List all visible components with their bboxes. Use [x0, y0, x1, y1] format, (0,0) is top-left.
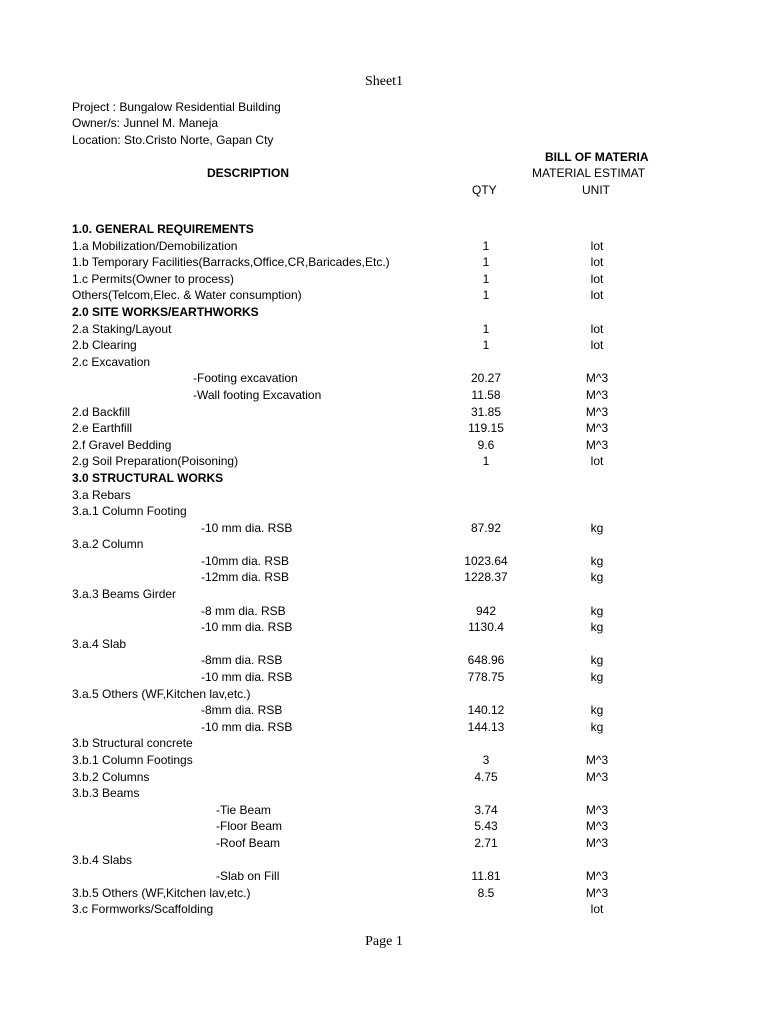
qty-cell: 11.81	[471, 869, 501, 884]
description-cell: -10 mm dia. RSB	[201, 670, 293, 685]
materials-table	[0, 214, 660, 919]
table-row	[0, 438, 660, 455]
unit-cell: lot	[590, 321, 604, 336]
description-cell: 2.a Staking/Layout	[72, 321, 172, 336]
unit-cell: M^3	[585, 819, 609, 834]
description-cell: -10 mm dia. RSB	[201, 719, 293, 734]
table-row	[0, 886, 660, 903]
qty-cell: 3	[482, 753, 490, 767]
table-row	[0, 836, 660, 853]
description-cell: -8 mm dia. RSB	[201, 603, 286, 618]
table-row	[0, 736, 660, 753]
table-row	[0, 770, 660, 787]
bill-of-materials-title: BILL OF MATERIA	[545, 150, 649, 164]
table-row	[0, 322, 660, 339]
table-row	[0, 753, 660, 770]
table-row	[0, 620, 660, 637]
unit-cell: lot	[590, 271, 604, 286]
table-row	[0, 587, 660, 604]
qty-cell: 31.85	[470, 404, 502, 419]
unit-cell: kg	[590, 703, 604, 718]
qty-cell: 1023.64	[464, 553, 508, 568]
description-cell: 3.a.3 Beams Girder	[72, 587, 177, 602]
description-cell: 2.0 SITE WORKS/EARTHWORKS	[72, 304, 259, 319]
description-cell: 3.b.4 Slabs	[72, 852, 133, 867]
table-row	[0, 570, 660, 587]
qty-cell: 140.12	[467, 703, 505, 718]
table-row	[0, 819, 660, 836]
description-cell: 2.b Clearing	[72, 338, 137, 353]
table-row	[0, 405, 660, 422]
description-cell: 1.a Mobilization/Demobilization	[72, 238, 238, 253]
description-cell: 3.a Rebars	[72, 487, 131, 502]
table-row	[0, 786, 660, 803]
description-cell: 1.c Permits(Owner to process)	[72, 271, 235, 286]
description-cell: 3.0 STRUCTURAL WORKS	[72, 470, 224, 485]
owner-line: Owner/s: Junnel M. Maneja	[72, 116, 219, 130]
qty-cell: 8.5	[477, 885, 495, 900]
unit-cell: M^3	[585, 387, 609, 402]
qty-cell: 778.75	[467, 670, 505, 685]
unit-cell: lot	[590, 338, 604, 353]
description-cell: -12mm dia. RSB	[201, 570, 290, 585]
unit-cell: kg	[590, 570, 604, 585]
qty-cell: 3.74	[474, 802, 498, 817]
table-row	[0, 454, 660, 471]
unit-cell: kg	[590, 553, 604, 568]
qty-cell: 942	[475, 603, 497, 618]
table-row	[0, 554, 660, 571]
unit-cell: lot	[590, 454, 604, 469]
qty-cell: 1	[482, 288, 490, 303]
description-cell: 2.g Soil Preparation(Poisoning)	[72, 454, 239, 469]
table-row	[0, 703, 660, 720]
unit-cell: M^3	[585, 437, 609, 452]
unit-cell: kg	[590, 603, 604, 618]
unit-cell: M^3	[585, 404, 609, 419]
description-cell: 3.a.4 Slab	[72, 636, 127, 651]
qty-column-header: QTY	[472, 183, 497, 197]
description-cell: -Floor Beam	[216, 819, 283, 834]
qty-cell: 4.75	[474, 769, 498, 784]
table-row	[0, 421, 660, 438]
qty-cell: 2.71	[474, 835, 498, 850]
qty-cell: 1	[482, 238, 490, 253]
qty-cell: 144.13	[467, 719, 505, 734]
table-row	[0, 637, 660, 654]
description-cell: -Roof Beam	[216, 835, 281, 850]
unit-cell: M^3	[585, 802, 609, 817]
table-row	[0, 272, 660, 289]
unit-cell: kg	[590, 520, 604, 535]
description-cell: -8mm dia. RSB	[201, 653, 283, 668]
unit-cell: M^3	[585, 421, 609, 436]
description-cell: 2.f Gravel Bedding	[72, 437, 172, 452]
table-row	[0, 902, 660, 919]
unit-cell: kg	[590, 620, 604, 635]
table-row	[0, 488, 660, 505]
description-cell: -Tie Beam	[216, 802, 271, 817]
table-row	[0, 537, 660, 554]
description-cell: -Wall footing Excavation	[193, 387, 322, 402]
table-row	[0, 720, 660, 737]
unit-cell: M^3	[585, 869, 609, 884]
table-row	[0, 239, 660, 256]
table-row	[0, 653, 660, 670]
unit-column-header: UNIT	[582, 183, 610, 197]
unit-cell: M^3	[585, 835, 609, 850]
unit-cell: M^3	[585, 769, 609, 784]
description-cell: 3.b.1 Column Footings	[72, 753, 193, 767]
qty-cell: 119.15	[468, 421, 504, 436]
section-row	[0, 471, 660, 488]
description-cell: 3.a.1 Column Footing	[72, 504, 187, 519]
table-row	[0, 288, 660, 305]
table-row	[0, 388, 660, 405]
description-cell: 2.d Backfill	[72, 404, 131, 419]
table-row	[0, 670, 660, 687]
table-row	[0, 869, 660, 886]
qty-cell: 1	[482, 338, 490, 353]
qty-cell: 1	[482, 321, 490, 336]
description-cell: Others(Telcom,Elec. & Water consumption)	[72, 288, 302, 303]
table-row	[0, 355, 660, 372]
material-estimate-header: MATERIAL ESTIMAT	[532, 166, 646, 180]
table-row	[0, 371, 660, 388]
description-cell: -10mm dia. RSB	[201, 553, 290, 568]
table-row	[0, 853, 660, 870]
description-cell: 3.a.5 Others (WF,Kitchen lav,etc.)	[72, 686, 251, 701]
unit-cell: lot	[590, 255, 604, 270]
description-cell: -10 mm dia. RSB	[201, 620, 293, 635]
section-row	[0, 222, 660, 239]
spacer-row	[0, 214, 660, 222]
description-cell: -Footing excavation	[193, 371, 298, 386]
qty-cell: 9.6	[477, 437, 495, 452]
description-cell: -Slab on Fill	[216, 869, 280, 884]
page-footer: Page 1	[365, 934, 403, 949]
table-row	[0, 338, 660, 355]
unit-cell: lot	[590, 238, 604, 253]
description-cell: 3.a.2 Column	[72, 537, 144, 552]
table-row	[0, 504, 660, 521]
qty-cell: 1	[482, 271, 490, 286]
description-cell: -8mm dia. RSB	[201, 703, 283, 718]
description-cell: -10 mm dia. RSB	[201, 520, 293, 535]
description-column-header: DESCRIPTION	[207, 166, 290, 180]
project-line: Project : Bungalow Residential Building	[72, 100, 281, 114]
description-cell: 3.b.3 Beams	[72, 786, 140, 801]
qty-cell: 1130.4	[468, 620, 504, 635]
qty-cell: 1228.37	[464, 570, 508, 585]
description-cell: 3.b Structural concrete	[72, 736, 193, 751]
description-cell: 3.b.5 Others (WF,Kitchen lav,etc.)	[72, 885, 251, 900]
description-cell: 2.e Earthfill	[72, 421, 133, 436]
location-line: Location: Sto.Cristo Norte, Gapan Cty	[72, 133, 274, 147]
description-cell: 2.c Excavation	[72, 354, 151, 369]
qty-cell: 87.92	[470, 520, 502, 535]
unit-cell: kg	[590, 719, 604, 734]
qty-cell: 20.27	[470, 371, 502, 386]
table-row	[0, 521, 660, 538]
unit-cell: lot	[590, 288, 604, 303]
table-row	[0, 803, 660, 820]
unit-cell: M^3	[585, 371, 609, 386]
unit-cell: M^3	[585, 753, 609, 767]
qty-cell: 1	[482, 454, 490, 469]
qty-cell: 5.43	[474, 819, 498, 834]
unit-cell: kg	[590, 653, 604, 668]
qty-cell: 648.96	[467, 653, 505, 668]
table-row	[0, 687, 660, 704]
unit-cell: M^3	[585, 885, 609, 900]
table-row	[0, 604, 660, 621]
description-cell: 3.b.2 Columns	[72, 769, 150, 784]
unit-cell: kg	[590, 670, 604, 685]
description-cell: 3.c Formworks/Scaffolding	[72, 902, 214, 917]
description-cell: 1.b Temporary Facilities(Barracks,Office,CR,Baricades,Etc.)	[72, 255, 390, 270]
sheet-title: Sheet1	[364, 74, 404, 89]
table-row	[0, 255, 660, 272]
unit-cell: lot	[590, 902, 604, 917]
section-row	[0, 305, 660, 322]
qty-cell: 1	[482, 255, 490, 270]
description-cell: 1.0. GENERAL REQUIREMENTS	[72, 222, 254, 236]
qty-cell: 11.58	[471, 387, 501, 402]
